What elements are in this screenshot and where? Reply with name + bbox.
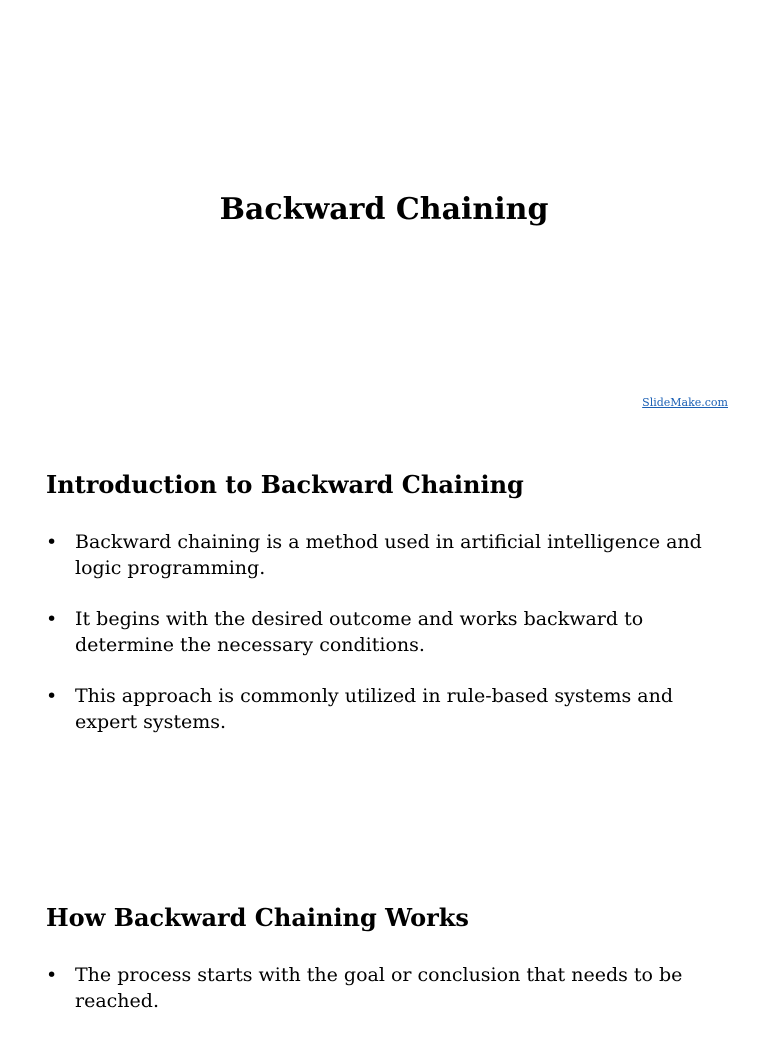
list-item: [46, 683, 706, 735]
list-item: [46, 529, 706, 581]
slidemake-link[interactable]: SlideMake.com: [642, 396, 728, 409]
bullet-icon: •: [46, 608, 58, 630]
bullet-text: It begins with the desired outcome and works backward to determine the necessary conditions.: [75, 608, 644, 656]
bullet-list: [46, 962, 706, 1014]
bullet-text: Backward chaining is a method used in artificial intelligence and logic programming.: [75, 531, 702, 579]
section-heading: How Backward Chaining Works: [46, 903, 469, 932]
bullet-icon: •: [46, 964, 58, 986]
list-item: [46, 962, 706, 1014]
section-introduction: [46, 470, 706, 760]
list-item: [46, 606, 706, 658]
section-how-it-works: [46, 903, 706, 1039]
section-heading: Introduction to Backward Chaining: [46, 470, 524, 499]
bullet-text: This approach is commonly utilized in rule-based systems and expert systems.: [75, 685, 674, 733]
bullet-list: [46, 529, 706, 735]
bullet-icon: •: [46, 685, 58, 707]
bullet-text: The process starts with the goal or conclusion that needs to be reached.: [75, 964, 683, 1012]
bullet-icon: •: [46, 531, 58, 553]
page-title: Backward Chaining: [219, 192, 549, 227]
